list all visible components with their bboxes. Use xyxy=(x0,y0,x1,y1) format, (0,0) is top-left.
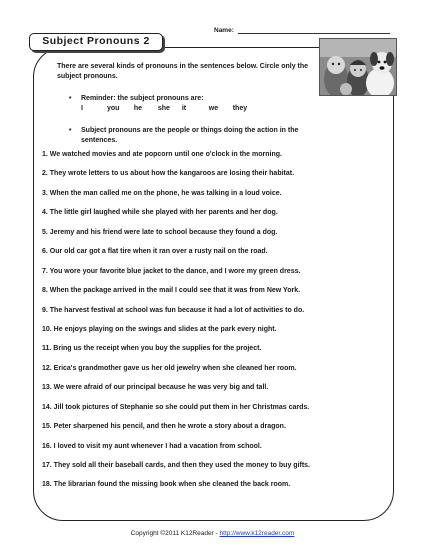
sentence-4: 4. The little girl laughed while she played with her parents and her dog. xyxy=(42,209,278,217)
pronoun-it: it xyxy=(181,104,187,112)
sentence-8: 8. When the package arrived in the mail I could see that it was from New York. xyxy=(42,287,301,295)
name-line[interactable] xyxy=(238,27,390,34)
name-field xyxy=(214,27,390,34)
sentence-13: 13. We were afraid of our principal because he was very big and tall. xyxy=(42,384,269,392)
sentence-17: 17. They sold all their baseball cards, and then they used the money to buy gifts. xyxy=(42,462,311,469)
pronoun-they: they xyxy=(232,104,248,112)
children-photo xyxy=(319,38,397,96)
sentence-12: 12. Erica's grandmother gave us her old jewelry when she cleaned her room. xyxy=(42,364,297,372)
reminder-label: Reminder: the subject pronouns are: xyxy=(81,95,204,102)
sentence-10: 10. He enjoys playing on the swings and slides at the park every night. xyxy=(42,325,277,333)
footer xyxy=(0,530,425,537)
copyright-text: Copyright ©2011 K12Reader - xyxy=(130,530,220,537)
pronoun-she: she xyxy=(157,104,170,112)
sentence-6: 6. Our old car got a flat tire when it ran over a rusty nail on the road. xyxy=(42,248,268,256)
sentence-7: 7. You wore your favorite blue jacket to the dance, and I wore my green dress. xyxy=(42,267,301,275)
pronoun-we: we xyxy=(208,104,219,112)
bullet-dot: • xyxy=(69,95,72,102)
sentence-15: 15. Peter sharpened his pencil, and then he wrote a story about a dragon. xyxy=(42,423,286,431)
sentence-18: 18. The librarian found the missing book when she cleaned the back room. xyxy=(42,481,291,489)
sentence-16: 16. I loved to visit my aunt whenever I had a vacation from school. xyxy=(42,442,262,450)
pronoun-list xyxy=(81,104,319,114)
sentence-5: 5. Jeremy and his friend were late to school because they found a dog. xyxy=(42,228,278,236)
name-label: Name: xyxy=(214,27,234,34)
sentence-list xyxy=(42,150,387,500)
sentence-11: 11. Bring us the receipt when you buy the supplies for the project. xyxy=(42,345,262,353)
sentence-2: 2. They wrote letters to us about how the kangaroos are losing their habitat. xyxy=(42,170,295,178)
instructions-text: There are several kinds of pronouns in the sentences below. Circle only the subject pronouns. xyxy=(57,63,309,80)
sentence-3: 3. When the man called me on the phone, he was talking in a loud voice. xyxy=(42,189,282,197)
pronoun-you: you xyxy=(106,104,120,112)
worksheet-title: Subject Pronouns 2 xyxy=(29,33,163,51)
pronoun-i: I xyxy=(81,104,83,112)
pronoun-he: he xyxy=(133,104,143,112)
sentence-1: 1. We watched movies and ate popcorn until one o'clock in the morning. xyxy=(42,151,282,158)
sentence-14: 14. Jill took pictures of Stephanie so she could put them in her Christmas cards. xyxy=(42,403,310,411)
reminder-bullet xyxy=(69,94,319,113)
definition-bullet xyxy=(69,126,319,145)
sentence-9: 9. The harvest festival at school was fun because it had a lot of activities to do. xyxy=(42,306,305,314)
k12reader-link[interactable]: http://www.k12reader.com xyxy=(219,530,295,537)
definition-text: Subject pronouns are the people or things doing the action in the sentences. xyxy=(81,127,299,144)
bullet-dot: • xyxy=(69,127,72,134)
